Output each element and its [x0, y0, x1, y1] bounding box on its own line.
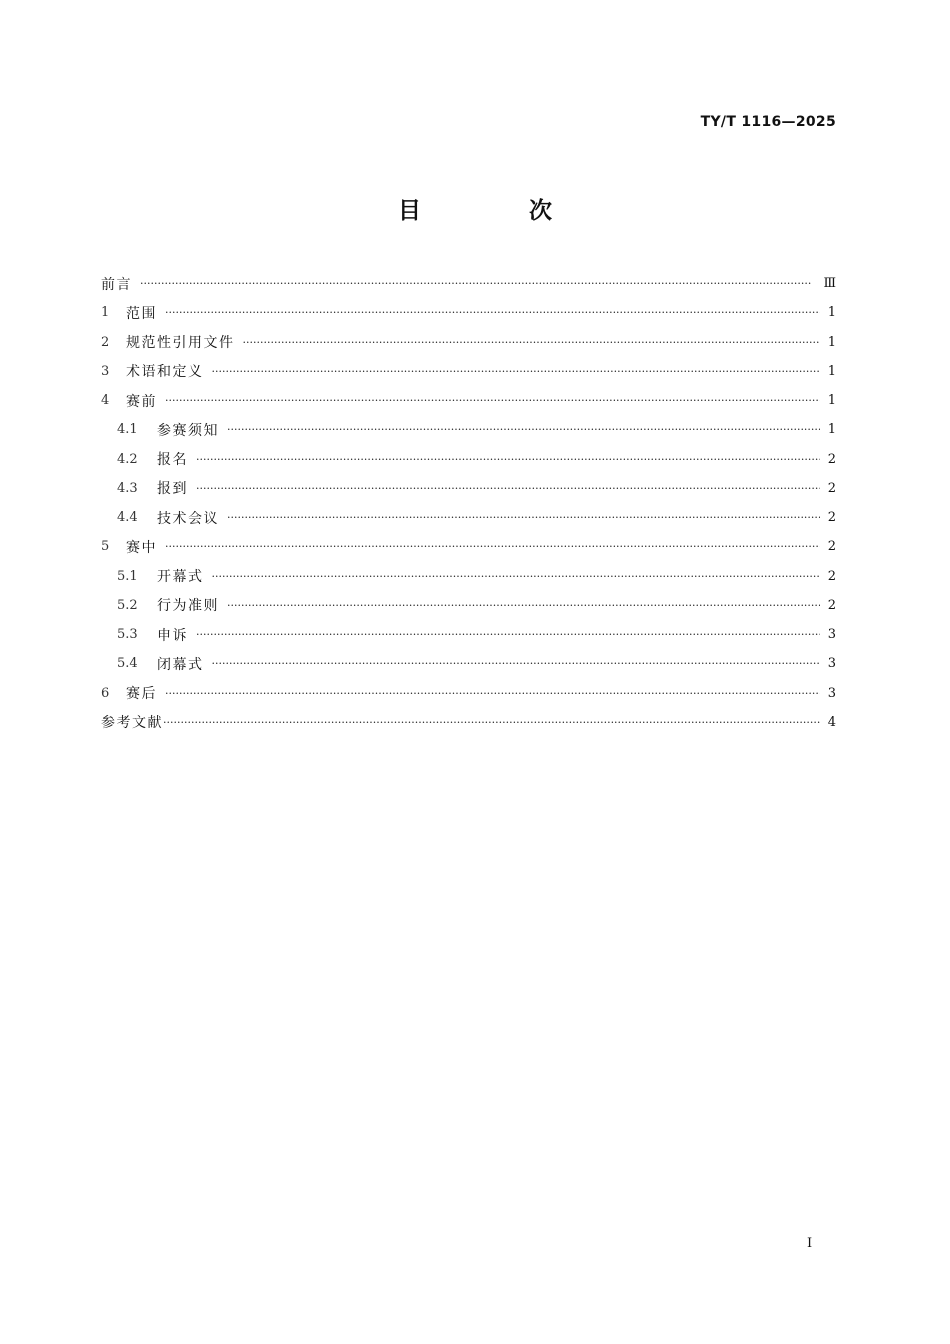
toc-entry-number: 6: [101, 685, 110, 701]
toc-entry-label: 赛中: [126, 539, 157, 556]
toc-entry-page: 2: [827, 480, 836, 496]
toc-leader-dots: [227, 511, 820, 524]
toc-entry-number: 5.1: [117, 568, 138, 584]
toc-entry-label: 开幕式: [157, 569, 204, 586]
toc-entry-page: 2: [827, 539, 836, 555]
toc-leader-dots: [165, 394, 820, 407]
toc-entry-page: 2: [827, 451, 836, 467]
toc-leader-dots: [227, 423, 820, 436]
toc-entry-page: 2: [827, 510, 836, 526]
toc-entry-page: 1: [827, 305, 836, 321]
toc-entry-number: 4: [101, 393, 110, 409]
toc-entry-label: 闭幕式: [157, 656, 204, 673]
toc-leader-dots: [165, 687, 820, 700]
table-of-contents: [101, 269, 836, 737]
toc-leader-dots: [140, 277, 817, 290]
toc-entry-label: 申诉: [157, 627, 188, 644]
toc-entry-label: 范围: [126, 305, 157, 322]
toc-entry-5-1[interactable]: [101, 562, 836, 591]
toc-entry-pre-competition[interactable]: [101, 386, 836, 415]
toc-entry-bibliography[interactable]: [101, 708, 836, 737]
toc-entry-label: 参考文献: [101, 715, 163, 732]
toc-entry-label: 参赛须知: [157, 422, 219, 439]
toc-entry-number: 3: [101, 363, 110, 379]
page-number: I: [807, 1236, 813, 1251]
toc-entry-normative-references[interactable]: [101, 328, 836, 357]
toc-leader-dots: [212, 365, 821, 378]
toc-entry-number: 5.4: [117, 656, 138, 672]
toc-entry-number: 5: [101, 539, 110, 555]
toc-leader-dots: [227, 599, 820, 612]
toc-entry-page: 1: [827, 363, 836, 379]
toc-entry-page: 1: [827, 422, 836, 438]
toc-entry-in-competition[interactable]: [101, 532, 836, 561]
toc-entry-label: 术语和定义: [126, 364, 204, 381]
toc-entry-label: 报名: [157, 452, 188, 469]
toc-leader-dots: [243, 336, 821, 349]
toc-entry-5-4[interactable]: [101, 649, 836, 678]
toc-entry-page: 3: [827, 627, 836, 643]
page-title: 目 次: [397, 198, 602, 224]
toc-entry-label: 报到: [157, 481, 188, 498]
toc-entry-page: 2: [827, 597, 836, 613]
toc-entry-number: 4.1: [117, 422, 138, 438]
toc-entry-scope[interactable]: [101, 298, 836, 327]
toc-entry-number: 5.3: [117, 627, 138, 643]
document-code: TY/T 1116—2025: [700, 114, 836, 130]
toc-leader-dots: [212, 570, 821, 583]
toc-entry-page: 2: [827, 568, 836, 584]
toc-entry-number: 2: [101, 334, 110, 350]
toc-entry-number: 1: [101, 305, 110, 321]
toc-entry-label: 赛前: [126, 393, 157, 410]
toc-entry-page: Ⅲ: [823, 276, 836, 292]
toc-entry-label: 行为准则: [157, 598, 219, 615]
toc-leader-dots: [196, 453, 820, 466]
toc-leader-dots: [196, 628, 820, 641]
toc-entry-foreword[interactable]: [101, 269, 836, 298]
toc-entry-number: 4.4: [117, 510, 138, 526]
toc-entry-4-2[interactable]: [101, 445, 836, 474]
toc-entry-5-3[interactable]: [101, 620, 836, 649]
toc-entry-label: 规范性引用文件: [126, 335, 235, 352]
toc-entry-page: 3: [827, 656, 836, 672]
toc-leader-dots: [165, 540, 820, 553]
toc-entry-page: 1: [827, 334, 836, 350]
toc-leader-dots: [196, 482, 820, 495]
toc-entry-page: 4: [827, 714, 836, 730]
toc-entry-post-competition[interactable]: [101, 679, 836, 708]
toc-entry-4-4[interactable]: [101, 503, 836, 532]
toc-entry-number: 5.2: [117, 597, 138, 613]
toc-entry-4-1[interactable]: [101, 415, 836, 444]
toc-entry-5-2[interactable]: [101, 591, 836, 620]
toc-entry-label: 赛后: [126, 686, 157, 703]
toc-entry-page: 1: [827, 393, 836, 409]
toc-leader-dots: [165, 306, 820, 319]
toc-entry-number: 4.3: [117, 480, 138, 496]
toc-leader-dots: [212, 657, 821, 670]
toc-entry-page: 3: [827, 685, 836, 701]
toc-leader-dots: [163, 716, 820, 729]
toc-entry-label: 前言: [101, 276, 132, 293]
toc-entry-4-3[interactable]: [101, 474, 836, 503]
toc-entry-terms[interactable]: [101, 357, 836, 386]
toc-entry-number: 4.2: [117, 451, 138, 467]
toc-entry-label: 技术会议: [157, 510, 219, 527]
